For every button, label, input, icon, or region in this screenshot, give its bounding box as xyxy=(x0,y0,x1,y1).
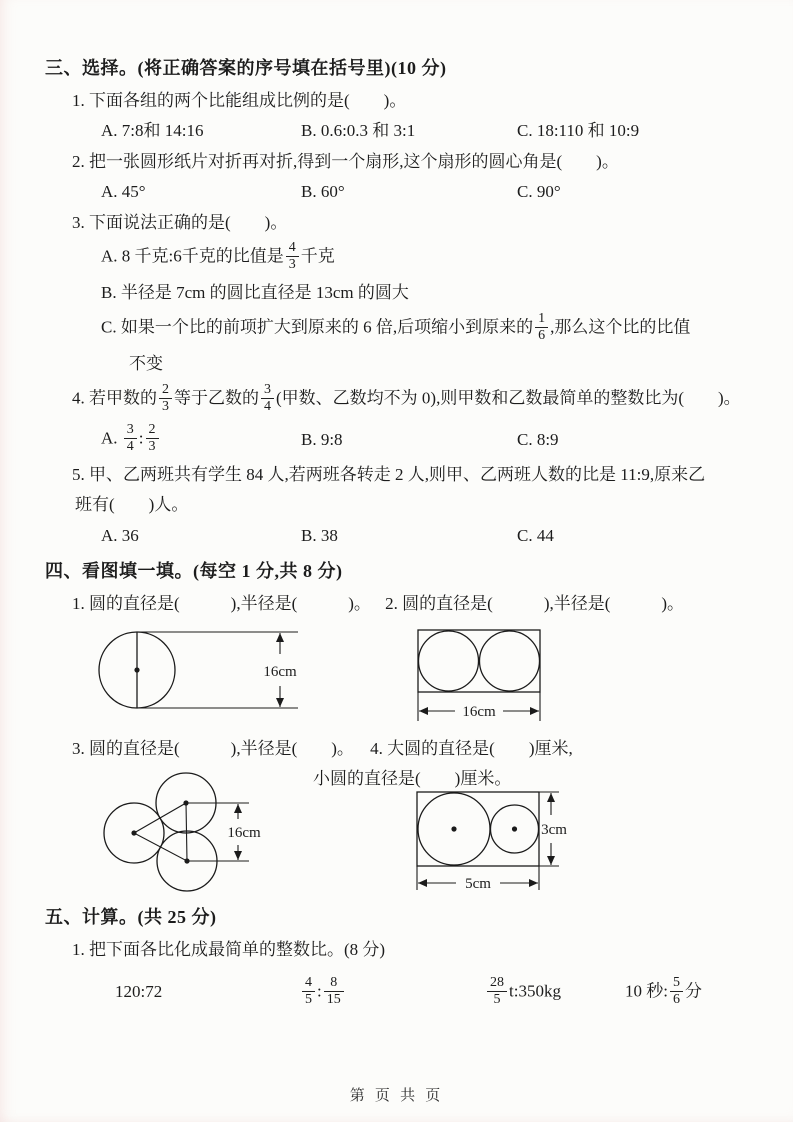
expression-2 xyxy=(300,976,485,1009)
fig1-circle-with-diameter-diagram xyxy=(95,623,310,717)
arrowhead-up xyxy=(547,793,555,802)
fig2-two-circles-in-rectangle-diagram xyxy=(417,629,567,729)
fraction-numerator: 3 xyxy=(261,382,274,399)
fraction-denominator: 15 xyxy=(326,991,341,1007)
fraction-numerator: 4 xyxy=(302,975,315,992)
fig4-height-label: 3cm xyxy=(541,822,567,839)
s3-q5-option-a: A. 36 xyxy=(101,525,139,545)
left-circle xyxy=(419,631,479,691)
fig2-dimension-label: 16cm xyxy=(462,703,496,720)
s3-q4-option-a-label: A. xyxy=(101,428,122,448)
fraction xyxy=(124,422,137,455)
ratio-colon: : xyxy=(138,428,144,448)
fraction-numerator: 1 xyxy=(535,311,548,328)
arrowhead-up xyxy=(276,633,284,642)
s3-q5-option-c: C. 44 xyxy=(517,525,554,545)
s3-q4-options xyxy=(45,423,757,456)
arrowhead-up xyxy=(234,804,242,813)
fraction-denominator: 6 xyxy=(538,328,546,343)
s4-figures-row2 xyxy=(45,767,757,897)
s3-q3-stem: 3. 下面说法正确的是( )。 xyxy=(72,212,288,232)
ratio-colon: : xyxy=(317,981,322,1001)
fraction-numerator: 2 xyxy=(146,422,159,439)
s3-q4-option-c: C. 8:9 xyxy=(517,429,559,449)
arrowhead-left xyxy=(419,707,428,715)
s4-q1-stem: 1. 圆的直径是( ),半径是( )。 xyxy=(72,594,371,614)
fraction xyxy=(286,240,299,273)
right-circle xyxy=(480,631,540,691)
s3-q1-option-b: B. 0.6:0.3 和 3:1 xyxy=(301,121,416,141)
s3-q3-option-b: B. 半径是 7cm 的圆比直径是 13cm 的圆大 xyxy=(101,283,409,303)
s3-q5-options xyxy=(45,524,757,547)
arrowhead-down xyxy=(547,856,555,865)
s3-q3-option-c xyxy=(45,312,757,345)
s3-q2-option-b: B. 60° xyxy=(301,182,345,202)
s4-q4-stem-line2: 小圆的直径是( )厘米。 xyxy=(313,769,512,789)
fraction-numerator: 5 xyxy=(670,975,683,992)
s3-q2-stem: 2. 把一张圆形纸片对折再对折,得到一个扇形,这个扇形的圆心角是( )。 xyxy=(72,151,619,171)
fig4-two-circles-rectangle-5x3-diagram xyxy=(416,791,594,895)
center-dot xyxy=(512,827,517,832)
s5-expressions-row xyxy=(45,976,757,1009)
arrowhead-right xyxy=(529,879,538,887)
s3-q2-options xyxy=(45,180,757,203)
s3-q4-stem-text2: 等于乙数的 xyxy=(174,388,259,408)
fraction xyxy=(159,382,172,415)
expression-4 xyxy=(625,976,757,1009)
fig3-dimension-label: 16cm xyxy=(227,825,261,842)
fig1-dimension-label: 16cm xyxy=(263,663,297,680)
s4-q3-q4-row xyxy=(45,737,757,760)
s3-q1-option-c: C. 18:110 和 10:9 xyxy=(517,121,640,141)
arrowhead-down xyxy=(234,851,242,860)
center-dot xyxy=(451,827,456,832)
fraction-denominator: 3 xyxy=(288,257,296,273)
s3-q3-option-a xyxy=(45,241,757,274)
s3-q2-option-a: A. 45° xyxy=(101,182,146,202)
s3-q5-stem-line1: 5. 甲、乙两班共有学生 84 人,若两班各转走 2 人,则甲、乙两班人数的比是 11:9,原来乙 xyxy=(72,464,706,484)
arrowhead-down xyxy=(276,698,284,707)
s3-q5-option-b: B. 38 xyxy=(301,525,338,545)
fraction-denominator: 4 xyxy=(264,398,271,414)
fraction xyxy=(487,975,507,1008)
s4-q1-q2-row xyxy=(45,592,757,615)
fraction xyxy=(261,382,274,415)
expression-3 xyxy=(485,976,625,1009)
arrowhead-left xyxy=(418,879,427,887)
s3-q3-option-c-line2: 不变 xyxy=(129,354,163,374)
fraction xyxy=(302,975,315,1008)
expression-4-text: 10 秒: xyxy=(625,981,668,1001)
rectangle-outline xyxy=(417,792,539,866)
fraction-denominator: 6 xyxy=(672,991,680,1007)
expression-3-unit: t:350kg xyxy=(509,981,561,1001)
s4-figures-row1 xyxy=(45,623,757,729)
s3-q4-option-b: B. 9:8 xyxy=(301,429,343,449)
s3-q3-option-a-unit: 千克 xyxy=(300,246,335,266)
fraction xyxy=(535,311,548,344)
s3-q3-option-a-text: A. 8 千克:6千克的比值是 xyxy=(101,246,284,266)
s3-q1-stem: 1. 下面各组的两个比能组成比例的是( )。 xyxy=(72,91,407,110)
page-footer: 第 页 共 页 xyxy=(349,1087,444,1104)
fraction xyxy=(670,975,683,1008)
fraction-denominator: 5 xyxy=(305,991,312,1007)
s3-q4-stem-text: 4. 若甲数的 xyxy=(72,388,157,408)
fig3-three-tangent-circles-diagram xyxy=(97,771,302,896)
s3-q4-option-a xyxy=(101,423,301,456)
s3-q3-option-c-text2: ,那么这个比的比值 xyxy=(550,317,691,337)
section4-title: 四、看图填一填。(每空 1 分,共 8 分) xyxy=(45,561,343,582)
s3-q1-options xyxy=(45,119,757,142)
s4-q4-stem-line1: 4. 大圆的直径是( )厘米, xyxy=(370,738,573,758)
section3-title: 三、选择。(将正确答案的序号填在括号里)(10 分) xyxy=(45,58,447,78)
s4-q2-stem: 2. 圆的直径是( ),半径是( )。 xyxy=(385,594,685,614)
fraction-numerator: 2 xyxy=(159,382,172,399)
arrowhead-right xyxy=(530,707,539,715)
fraction xyxy=(146,422,159,455)
fraction-numerator: 8 xyxy=(324,975,344,992)
fraction-denominator: 5 xyxy=(493,991,501,1007)
s4-q3-stem: 3. 圆的直径是( ),半径是( )。 xyxy=(72,738,354,758)
center-dot xyxy=(134,667,139,672)
expression-4-unit: 分 xyxy=(684,981,702,1001)
section5-title: 五、计算。(共 25 分) xyxy=(45,907,217,928)
s3-q4-stem-text3: (甲数、乙数均不为 0),则甲数和乙数最简单的整数比为( )。 xyxy=(276,388,741,408)
fraction-denominator: 3 xyxy=(162,398,169,414)
s3-q5-stem-line2: 班有( )人。 xyxy=(75,495,189,515)
fig4-width-label: 5cm xyxy=(465,876,491,893)
s3-q3-option-c-text: C. 如果一个比的前项扩大到原来的 6 倍,后项缩小到原来的 xyxy=(101,317,534,337)
fraction xyxy=(324,975,344,1008)
center-dot xyxy=(131,831,136,836)
fraction-numerator: 28 xyxy=(487,975,507,992)
fraction-numerator: 3 xyxy=(124,422,137,439)
fraction-denominator: 4 xyxy=(126,438,134,454)
s3-q4-stem xyxy=(45,383,757,416)
s5-q1-stem: 1. 把下面各比化成最简单的整数比。(8 分) xyxy=(72,940,386,960)
s3-q2-option-c: C. 90° xyxy=(517,182,561,202)
s3-q1-option-a: A. 7:8和 14:16 xyxy=(101,121,204,141)
fraction-numerator: 4 xyxy=(286,240,299,257)
fraction-denominator: 3 xyxy=(148,438,156,454)
expression-1: 120:72 xyxy=(115,982,163,1002)
